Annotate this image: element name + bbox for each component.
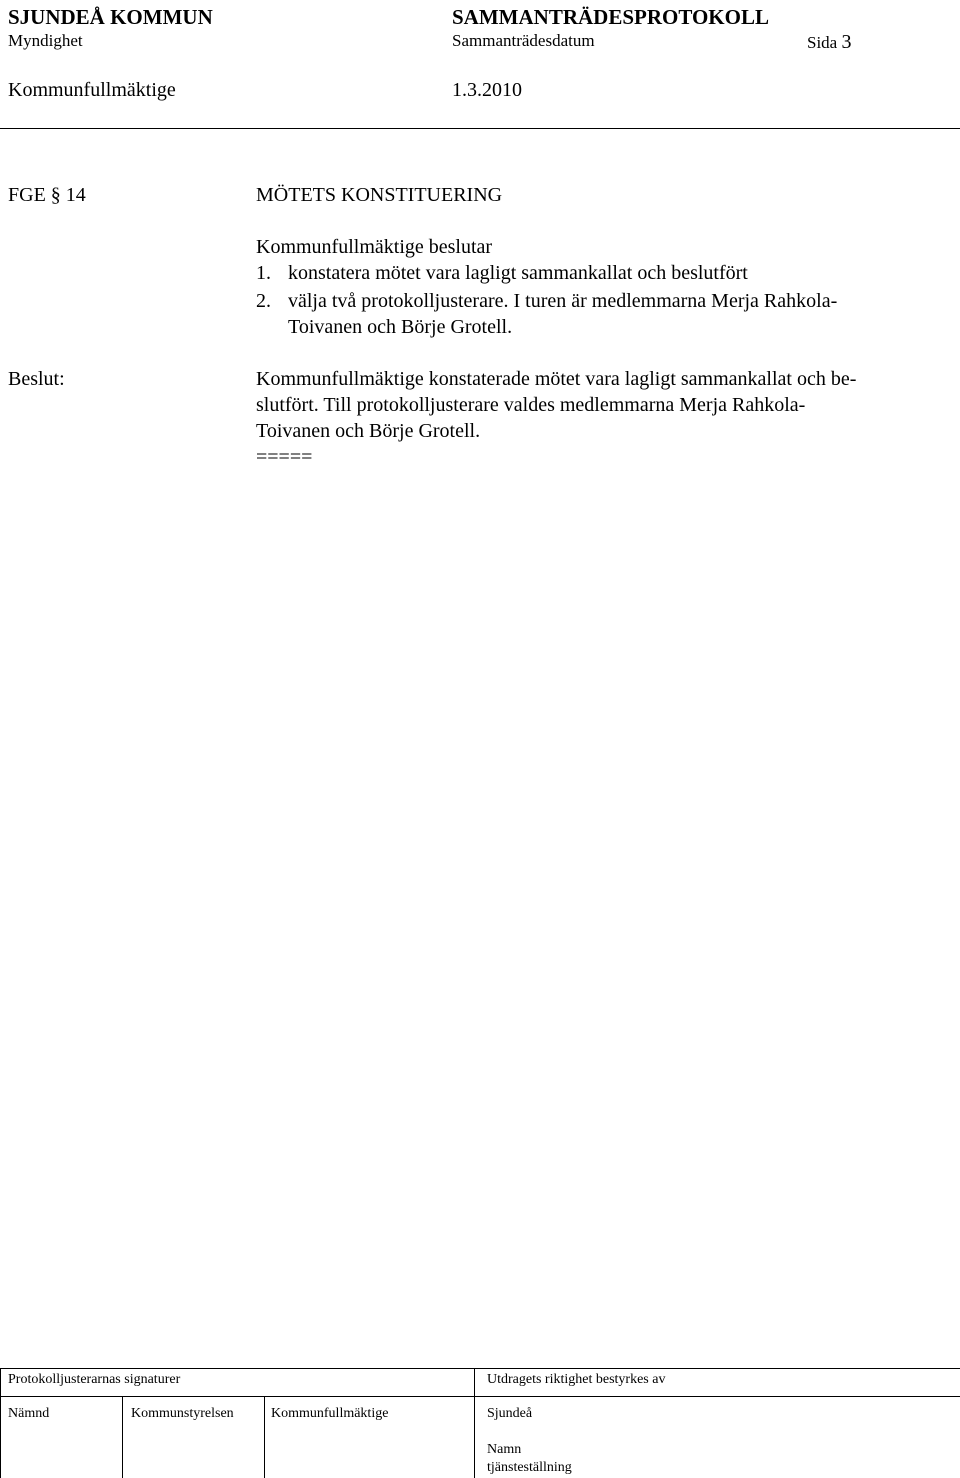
name-label: Namn <box>487 1442 522 1457</box>
list-item-number: 2. <box>256 290 271 312</box>
proposal-intro: Kommunfullmäktige beslutar <box>256 236 493 258</box>
document-type: SAMMANTRÄDESPROTOKOLL <box>452 5 769 29</box>
authority-label: Myndighet <box>8 31 83 50</box>
place-name: Sjundeå <box>487 1406 533 1421</box>
end-marker: ===== <box>256 446 313 468</box>
body-name: Kommunstyrelsen <box>131 1406 234 1421</box>
body-label: Nämnd <box>8 1406 50 1421</box>
section-number: FGE § 14 <box>8 184 86 206</box>
footer-cell-divider <box>122 1396 123 1478</box>
org-name: SJUNDEÅ KOMMUN <box>8 5 213 29</box>
section-title: MÖTETS KONSTITUERING <box>256 184 503 206</box>
signatures-label: Protokolljusterarnas signaturer <box>8 1372 181 1387</box>
body-name: Kommunfullmäktige <box>271 1406 389 1421</box>
footer-middle-divider <box>474 1368 475 1478</box>
page-number: 3 <box>841 31 852 53</box>
decision-label: Beslut: <box>8 368 65 390</box>
decision-text-line: slutfört. Till protokolljusterare valdes medlemmarna Merja Rahkola- <box>256 394 806 416</box>
header-divider <box>0 128 960 129</box>
list-item-text: välja två protokolljusterare. I turen är medlemmarna Merja Rahkola- <box>288 290 838 312</box>
footer-cell-divider <box>264 1396 265 1478</box>
date-label: Sammanträdesdatum <box>452 31 595 50</box>
decision-text-line: Kommunfullmäktige konstaterade mötet vara lagligt sammankallat och be- <box>256 368 857 390</box>
footer-top-border <box>0 1368 960 1369</box>
footer-row-divider <box>0 1396 960 1397</box>
meeting-date: 1.3.2010 <box>452 79 522 101</box>
authority-name: Kommunfullmäktige <box>8 79 176 101</box>
footer-left-border <box>0 1368 1 1478</box>
list-item-number: 1. <box>256 262 271 284</box>
position-label: tjänsteställning <box>487 1460 572 1475</box>
certification-label: Utdragets riktighet bestyrkes av <box>487 1372 666 1387</box>
page-indicator <box>807 31 851 54</box>
list-item-text-continued: Toivanen och Börje Grotell. <box>288 316 513 338</box>
list-item-text: konstatera mötet vara lagligt sammankallat och beslutfört <box>288 262 748 284</box>
page-label: Sida <box>807 33 838 52</box>
decision-text-line: Toivanen och Börje Grotell. <box>256 420 481 442</box>
